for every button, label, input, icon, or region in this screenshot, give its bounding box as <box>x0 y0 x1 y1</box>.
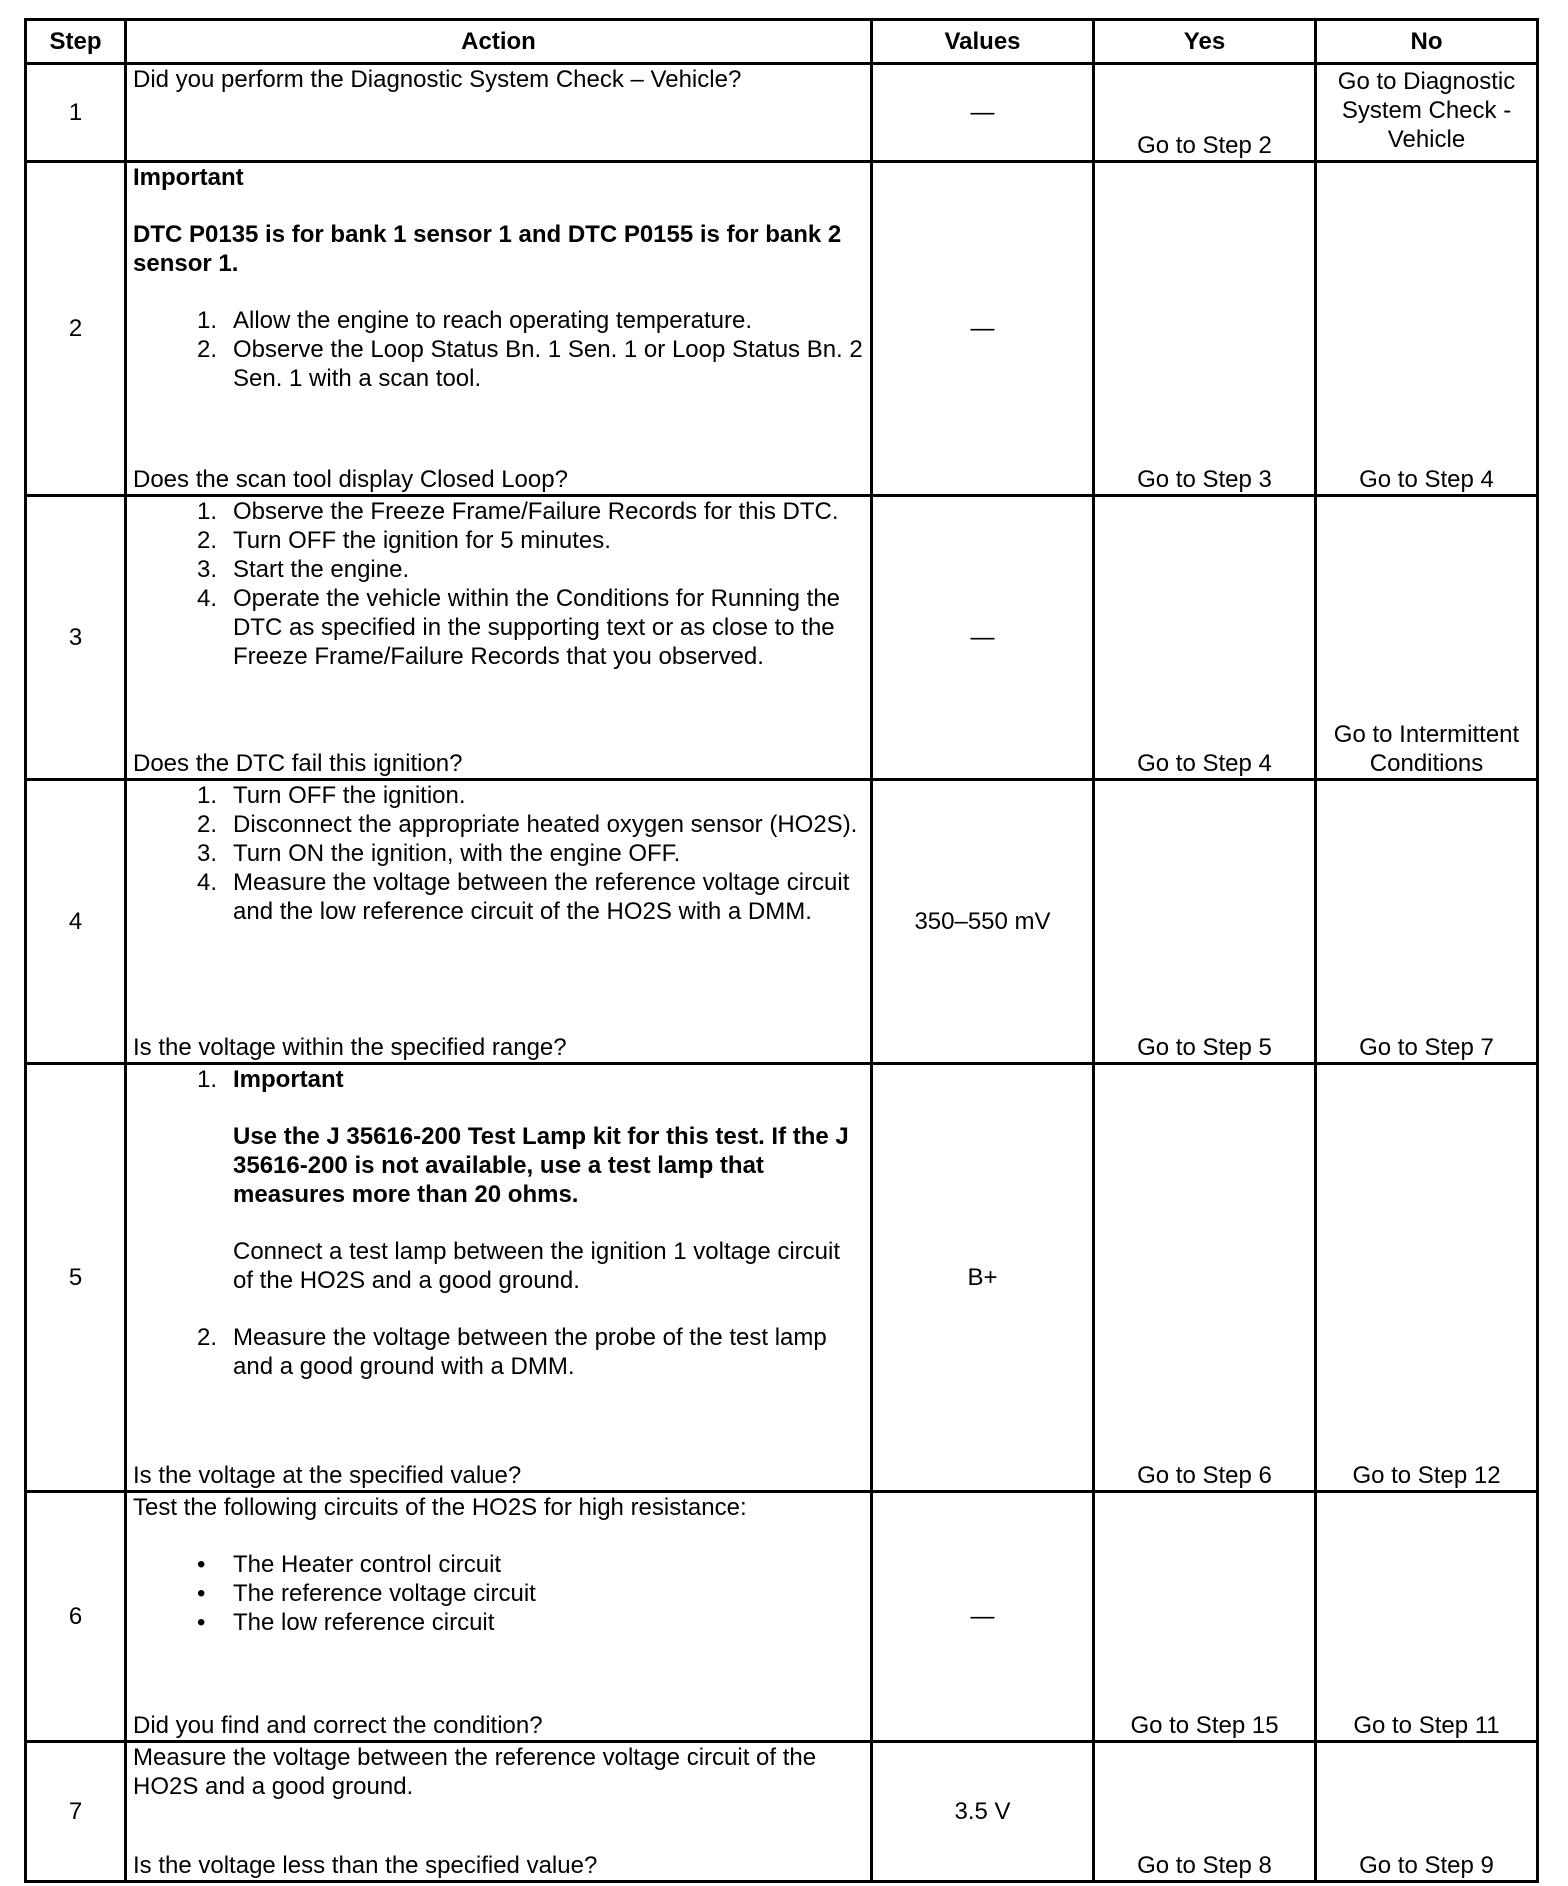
yes-cell: Go to Step 8 <box>1094 1742 1316 1882</box>
header-no: No <box>1316 20 1538 64</box>
list-item: 2. Disconnect the appropriate heated oxygen sensor (HO2S). <box>197 811 858 838</box>
no-cell: Go to Step 4 <box>1316 162 1538 496</box>
yes-cell: Go to Step 6 <box>1094 1064 1316 1492</box>
list-item: 1. Important Use the J 35616-200 Test Lamp kit for this test. If the J 35616-200 is not available, use a test lamp that measures more than 20 ohms. Connect a test lamp between the ignition 1 voltage circuit of the HO2S and a good ground. <box>133 1065 864 1323</box>
value-cell: 3.5 V <box>872 1742 1094 1882</box>
list-item: • The low reference circuit <box>197 1609 495 1636</box>
value-cell: — <box>872 64 1094 162</box>
action-cell <box>126 1742 872 1882</box>
step-number: 6 <box>26 1492 126 1742</box>
action-cell <box>126 1492 872 1742</box>
step-list <box>133 306 864 393</box>
no-cell: Go to Step 11 <box>1316 1492 1538 1742</box>
yes-cell: Go to Step 3 <box>1094 162 1316 496</box>
important-label: Important <box>133 164 244 191</box>
no-cell: Go to Diagnostic System Check - Vehicle <box>1316 64 1538 162</box>
yes-cell: Go to Step 5 <box>1094 780 1316 1064</box>
list-item: 1. Turn OFF the ignition. <box>197 782 466 809</box>
step-number: 4 <box>26 780 126 1064</box>
table-row <box>26 496 1538 780</box>
question-text: Does the DTC fail this ignition? <box>133 750 463 777</box>
table-row <box>26 1742 1538 1882</box>
step-number: 3 <box>26 496 126 780</box>
yes-cell: Go to Step 2 <box>1094 64 1316 162</box>
header-values: Values <box>872 20 1094 64</box>
question-text: Is the voltage within the specified range? <box>133 1034 567 1061</box>
intro-text: Measure the voltage between the reference voltage circuit of the HO2S and a good ground. <box>133 1744 817 1800</box>
no-cell: Go to Intermittent Conditions <box>1316 496 1538 780</box>
header-step: Step <box>26 20 126 64</box>
list-item: 4. Operate the vehicle within the Conditions for Running the DTC as specified in the supporting text or as close to the Freeze Frame/Failure Records that you observed. <box>197 585 841 670</box>
step-text: Connect a test lamp between the ignition 1 voltage circuit of the HO2S and a good ground. <box>233 1238 841 1294</box>
list-item: 4. Measure the voltage between the reference voltage circuit and the low reference circuit of the HO2S with a DMM. <box>197 869 850 925</box>
step-list <box>133 1065 864 1381</box>
list-item: 1. Observe the Freeze Frame/Failure Records for this DTC. <box>197 498 839 525</box>
yes-cell: Go to Step 4 <box>1094 496 1316 780</box>
step-number: 2 <box>26 162 126 496</box>
list-item: 3. Turn ON the ignition, with the engine OFF. <box>197 840 681 867</box>
action-cell <box>126 1064 872 1492</box>
list-item: 2. Turn OFF the ignition for 5 minutes. <box>197 527 611 554</box>
list-item: • The Heater control circuit <box>197 1551 502 1578</box>
list-item: 1. Allow the engine to reach operating temperature. <box>197 307 752 334</box>
question-text: Did you find and correct the condition? <box>133 1712 543 1739</box>
table-row <box>26 162 1538 496</box>
table-row <box>26 64 1538 162</box>
important-text: DTC P0135 is for bank 1 sensor 1 and DTC P0155 is for bank 2 sensor 1. <box>133 221 842 277</box>
action-cell <box>126 496 872 780</box>
step-number: 5 <box>26 1064 126 1492</box>
value-cell: — <box>872 162 1094 496</box>
step-list <box>133 781 864 926</box>
important-text: Use the J 35616-200 Test Lamp kit for this test. If the J 35616-200 is not available, use a test lamp that measures more than 20 ohms. <box>233 1123 849 1208</box>
value-cell: B+ <box>872 1064 1094 1492</box>
list-item: • The reference voltage circuit <box>197 1580 536 1607</box>
action-cell <box>126 780 872 1064</box>
value-cell: 350–550 mV <box>872 780 1094 1064</box>
header-yes: Yes <box>1094 20 1316 64</box>
header-action: Action <box>126 20 872 64</box>
step-number: 1 <box>26 64 126 162</box>
question-text: Does the scan tool display Closed Loop? <box>133 466 568 493</box>
question-text: Did you perform the Diagnostic System Check – Vehicle? <box>133 66 742 93</box>
list-item: 3. Start the engine. <box>197 556 410 583</box>
important-label: Important <box>233 1066 344 1093</box>
table-row <box>26 780 1538 1064</box>
table-row <box>26 1064 1538 1492</box>
question-text: Is the voltage at the specified value? <box>133 1462 522 1489</box>
action-cell <box>126 162 872 496</box>
diagnostic-table <box>24 18 1539 1883</box>
no-cell: Go to Step 12 <box>1316 1064 1538 1492</box>
intro-text: Test the following circuits of the HO2S for high resistance: <box>133 1494 747 1521</box>
no-cell: Go to Step 7 <box>1316 780 1538 1064</box>
bullet-list <box>133 1550 864 1637</box>
value-cell: — <box>872 1492 1094 1742</box>
value-cell: — <box>872 496 1094 780</box>
list-item: 2. Measure the voltage between the probe of the test lamp and a good ground with a DMM. <box>197 1324 827 1380</box>
yes-cell: Go to Step 15 <box>1094 1492 1316 1742</box>
no-cell: Go to Step 9 <box>1316 1742 1538 1882</box>
table-row <box>26 1492 1538 1742</box>
header-row <box>26 20 1538 64</box>
action-cell <box>126 64 872 162</box>
question-text: Is the voltage less than the specified value? <box>133 1852 598 1879</box>
step-list <box>133 497 864 671</box>
step-number: 7 <box>26 1742 126 1882</box>
list-item: 2. Observe the Loop Status Bn. 1 Sen. 1 or Loop Status Bn. 2 Sen. 1 with a scan tool. <box>197 336 863 392</box>
